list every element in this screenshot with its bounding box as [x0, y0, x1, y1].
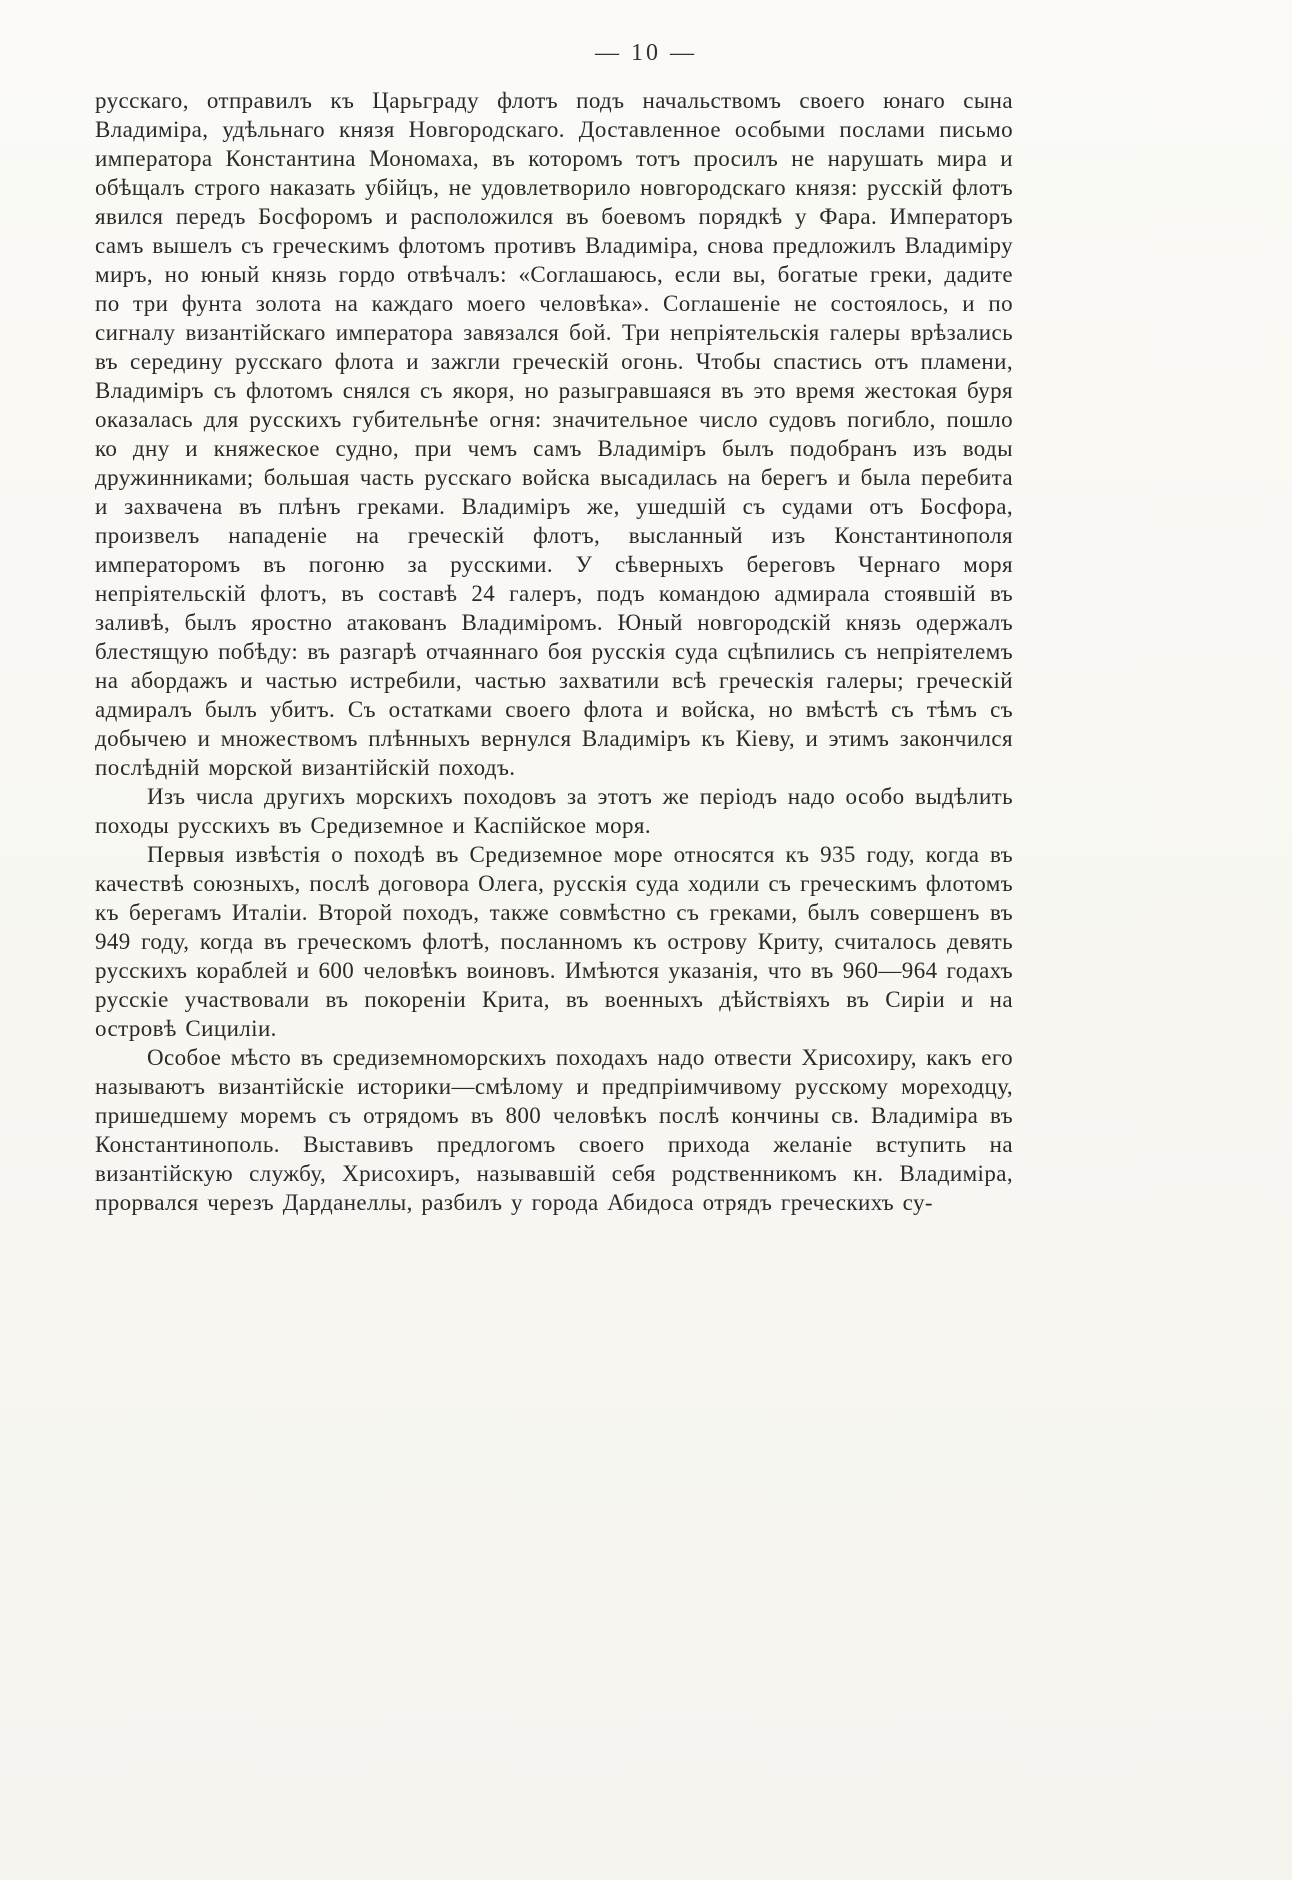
paragraph: Изъ числа другихъ морскихъ походовъ за этотъ же періодъ надо особо выдѣлить походы русскихъ въ Средиземное и Каспійское моря.	[95, 784, 1013, 838]
page-text-block	[95, 86, 1013, 1217]
paragraph: Первыя извѣстія о походѣ въ Средиземное море относятся къ 935 году, когда въ качествѣ союзныхъ, послѣ договора Олега, русскія суда ходили съ греческимъ флотомъ къ берегамъ Италіи. Второй походъ, также совмѣстно съ греками, былъ совершенъ въ 949 году, когда въ греческомъ флотѣ, посланномъ къ острову Криту, считалось девять русскихъ кораблей и 600 человѣкъ воиновъ. Имѣются указанія, что въ 960—964 годахъ русскіе участвовали въ покореніи Крита, въ военныхъ дѣйствіяхъ въ Сиріи и на островѣ Сициліи.	[95, 842, 1013, 1041]
paragraph: русскаго, отправилъ къ Царьграду флотъ подъ начальствомъ своего юнаго сына Владиміра, удѣльнаго князя Новгородскаго. Доставленное особыми послами письмо императора Константина Мономаха, въ которомъ тотъ просилъ не нарушать мира и обѣщалъ строго наказать убійцъ, не удовлетворило новгородскаго князя: русскій флотъ явился передъ Босфоромъ и расположился въ боевомъ порядкѣ у Фара. Императоръ самъ вышелъ съ греческимъ флотомъ противъ Владиміра, снова предложилъ Владиміру миръ, но юный князь гордо отвѣчалъ: «Соглашаюсь, если вы, богатые греки, дадите по три фунта золота на каждаго моего человѣка». Соглашеніе не состоялось, и по сигналу византійскаго императора завязался бой. Три непріятельскія галеры врѣзались въ середину русскаго флота и зажгли греческій огонь. Чтобы спастись отъ пламени, Владиміръ съ флотомъ снялся съ якоря, но разыгравшаяся въ это время жестокая буря оказалась для русскихъ губительнѣе огня: значительное число судовъ погибло, пошло ко дну и княжеское судно, при чемъ самъ Владиміръ былъ подобранъ изъ воды дружинниками; большая часть русскаго войска высадилась на берегъ и была перебита и захвачена въ плѣнъ греками. Владиміръ же, ушедшій съ судами отъ Босфора, произвелъ нападеніе на греческій флотъ, высланный изъ Константинополя императоромъ въ погоню за русскими. У сѣверныхъ береговъ Чернаго моря непріятельскій флотъ, въ составѣ 24 галеръ, подъ командою адмирала стоявшій въ заливѣ, былъ яростно атакованъ Владиміромъ. Юный новгородскій князь одержалъ блестящую побѣду: въ разгарѣ отчаяннаго боя русскія суда сцѣпились съ непріятелемъ на абордажъ и частью истребили, частью захватили всѣ греческія галеры; греческій адмиралъ былъ убитъ. Съ остатками своего флота и войска, но вмѣстѣ съ тѣмъ съ добычею и множествомъ плѣнныхъ вернулся Владиміръ къ Кіеву, и этимъ закончился послѣдній морской византійскій походъ.	[95, 88, 1013, 780]
page-number: — 10 —	[595, 40, 697, 66]
paragraph: Особое мѣсто въ средиземноморскихъ походахъ надо отвести Хрисохиру, какъ его называютъ византійскіе историки—смѣлому и предпріимчивому русскому мореходцу, пришедшему моремъ съ отрядомъ въ 800 человѣкъ послѣ кончины св. Владиміра въ Константинополь. Выставивъ предлогомъ своего прихода желаніе вступить на византійскую службу, Хрисохиръ, называвшій себя родственникомъ кн. Владиміра, прорвался черезъ Дарданеллы, разбилъ у города Абидоса отрядъ греческихъ су-	[95, 1045, 1013, 1215]
